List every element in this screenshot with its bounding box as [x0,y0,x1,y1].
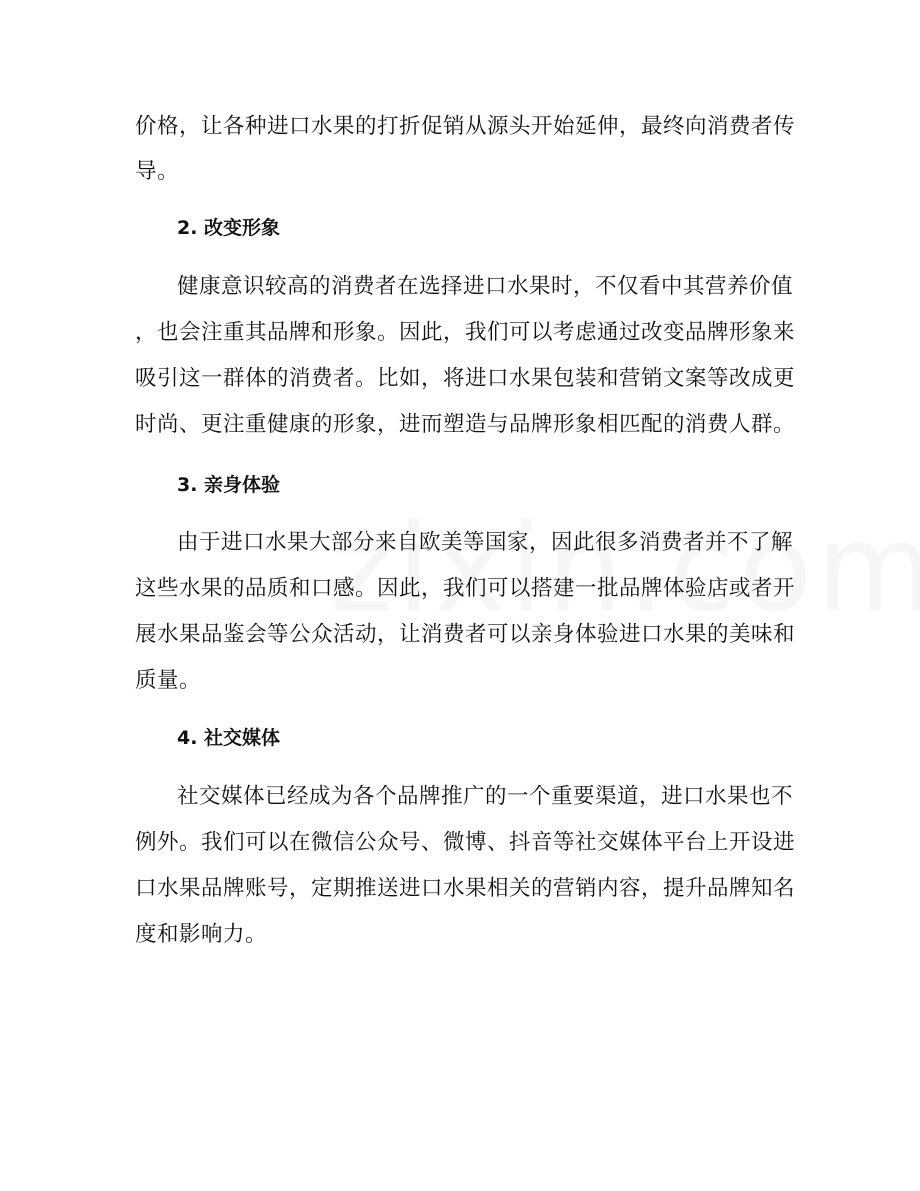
paragraph-line: 导。 [135,159,180,184]
paragraph-line: 这些水果的品质和口感。因此，我们可以搭建一批品牌体验店或者开 [135,576,796,601]
paragraph-line: 例外。我们可以在微信公众号、微博、抖音等社交媒体平台上开设进 [135,830,796,855]
paragraph-line: 社交媒体已经成为各个品牌推广的一个重要渠道，进口水果也不 [177,784,794,809]
paragraph-line: ，也会注重其品牌和形象。因此，我们可以考虑通过改变品牌形象来 [135,320,796,345]
section-heading-4: 4. 社交媒体 [177,727,281,749]
paragraph-line: 价格，让各种进口水果的打折促销从源头开始延伸，最终向消费者传 [135,114,796,139]
section-heading-3: 3. 亲身体验 [177,474,281,496]
paragraph-line: 吸引这一群体的消费者。比如，将进口水果包装和营销文案等改成更 [135,366,796,391]
paragraph-line: 质量。 [135,668,202,693]
paragraph-line: 口水果品牌账号，定期推送进口水果相关的营销内容，提升品牌知名 [135,876,796,901]
watermark [330,500,920,639]
paragraph-line: 度和影响力。 [135,922,268,947]
paragraph-line: 时尚、更注重健康的形象，进而塑造与品牌形象相匹配的消费人群。 [135,412,796,437]
paragraph-line: 健康意识较高的消费者在选择进口水果时，不仅看中其营养价值 [177,274,794,299]
paragraph-line: 展水果品鉴会等公众活动，让消费者可以亲身体验进口水果的美味和 [135,622,796,647]
paragraph-line: 由于进口水果大部分来自欧美等国家，因此很多消费者并不了解 [177,530,794,555]
section-heading-2: 2. 改变形象 [177,217,281,239]
